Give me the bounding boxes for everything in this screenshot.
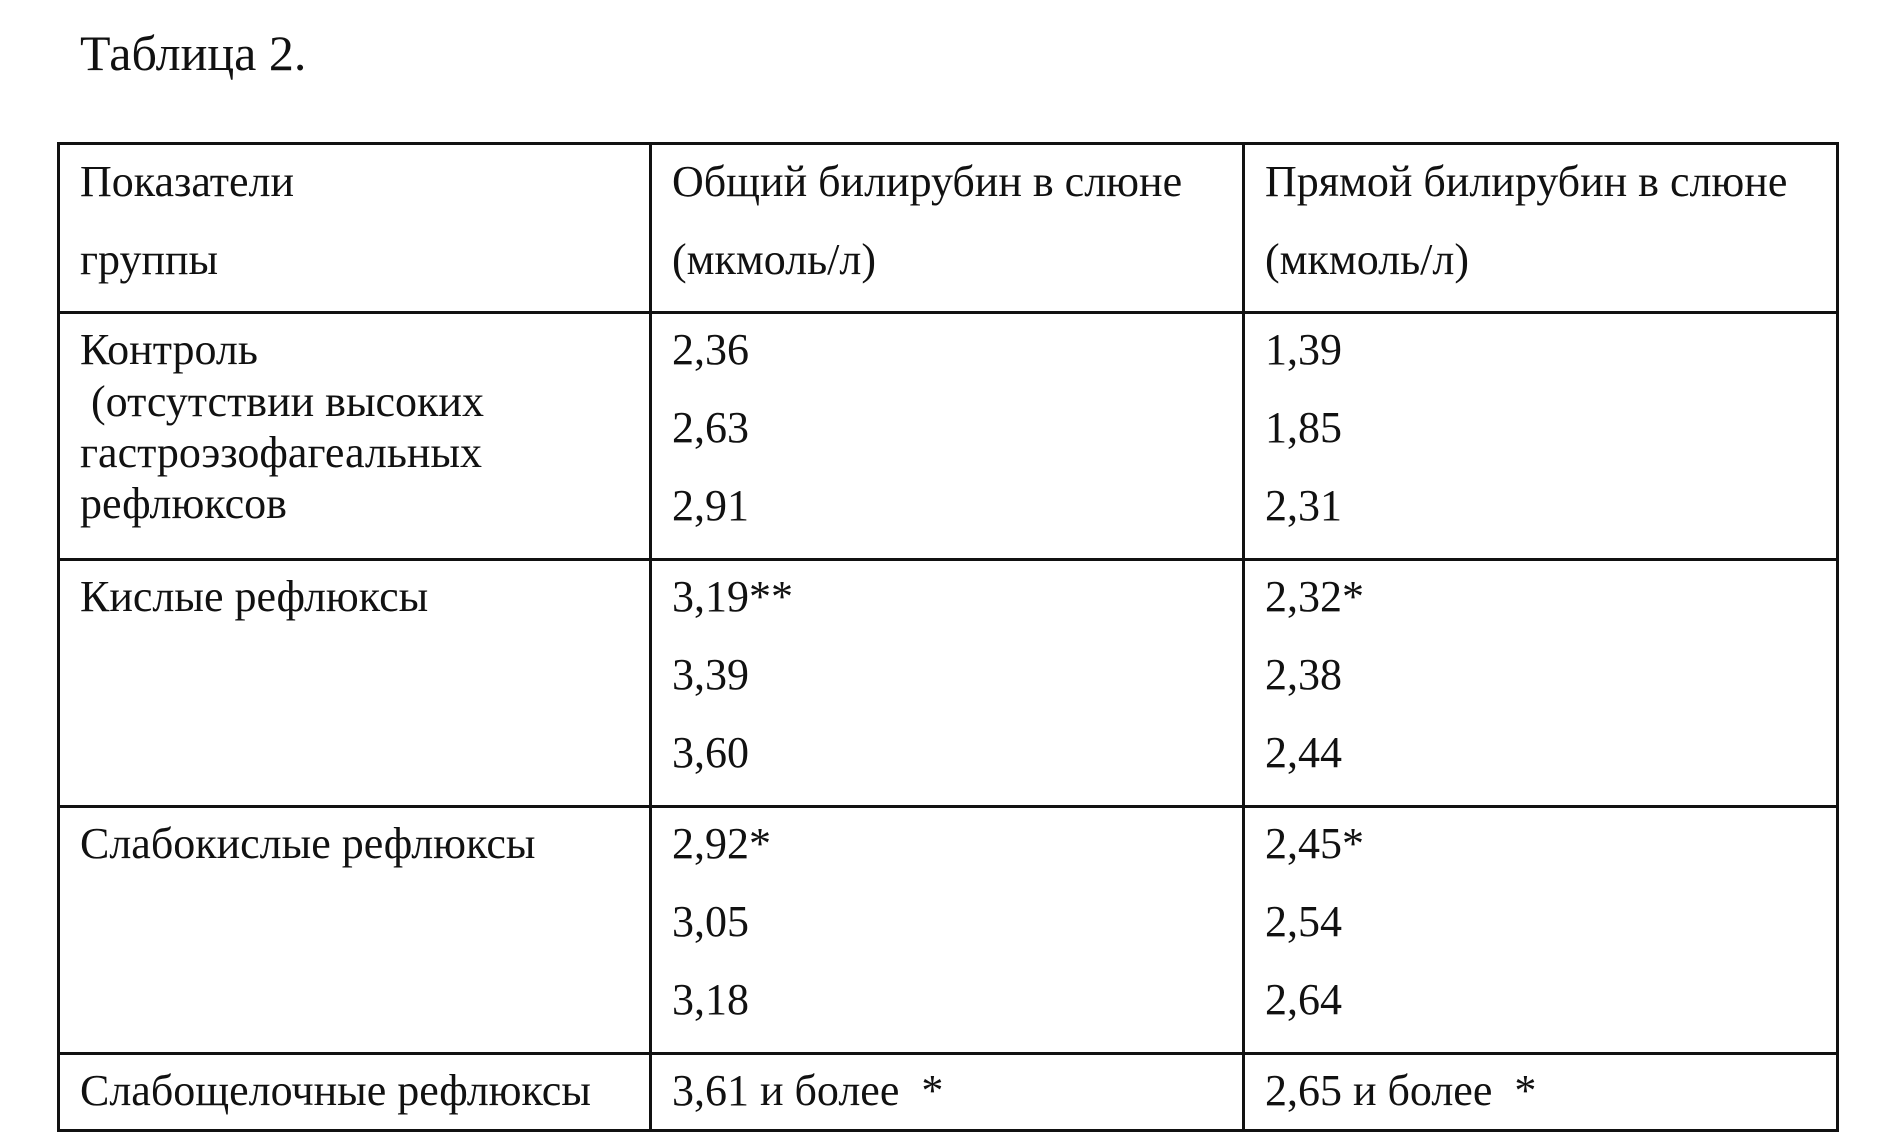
value: 3,19** (672, 572, 793, 621)
value: 2,92* (672, 819, 771, 868)
header-cell-groups (59, 144, 651, 313)
header-text: Прямой билирубин в слюне (1265, 157, 1788, 206)
direct-bilirubin-cell (1244, 1054, 1838, 1131)
value: 1,85 (1265, 403, 1342, 452)
table-row-weak-alkaline-reflux (59, 1054, 1838, 1131)
document-title: Таблица 2. (80, 25, 307, 81)
data-table (57, 142, 1836, 1115)
value: 2,91 (672, 481, 749, 530)
value: 2,31 (1265, 481, 1342, 530)
value: 3,60 (672, 728, 749, 777)
group-cell (59, 560, 651, 807)
value: 2,64 (1265, 975, 1342, 1024)
value: 2,44 (1265, 728, 1342, 777)
value: 2,36 (672, 325, 749, 374)
value: 2,54 (1265, 897, 1342, 946)
group-label: Слабокислые рефлюксы (80, 819, 536, 868)
value: 1,39 (1265, 325, 1342, 374)
value: 3,61 и более * (672, 1066, 944, 1115)
group-label: рефлюксов (80, 479, 287, 528)
table-row-control (59, 313, 1838, 560)
value: 3,18 (672, 975, 749, 1024)
direct-bilirubin-cell (1244, 560, 1838, 807)
value: 2,32* (1265, 572, 1364, 621)
header-text: (мкмоль/л) (1265, 235, 1469, 284)
header-text: Показатели (80, 157, 295, 206)
value: 2,38 (1265, 650, 1342, 699)
group-label: Контроль (80, 325, 258, 374)
header-text: Общий билирубин в слюне (672, 157, 1183, 206)
table-row-acid-reflux (59, 560, 1838, 807)
value: 2,63 (672, 403, 749, 452)
value: 3,39 (672, 650, 749, 699)
total-bilirubin-cell (651, 313, 1244, 560)
group-cell (59, 313, 651, 560)
group-cell (59, 807, 651, 1054)
direct-bilirubin-cell (1244, 313, 1838, 560)
group-label: (отсутствии высоких (80, 377, 484, 426)
header-text: (мкмоль/л) (672, 235, 876, 284)
table-header-row (59, 144, 1838, 313)
total-bilirubin-cell (651, 807, 1244, 1054)
group-label: Кислые рефлюксы (80, 572, 429, 621)
table-row-weak-acid-reflux (59, 807, 1838, 1054)
group-cell (59, 1054, 651, 1131)
header-cell-direct-bilirubin (1244, 144, 1838, 313)
header-cell-total-bilirubin (651, 144, 1244, 313)
total-bilirubin-cell (651, 560, 1244, 807)
value: 2,65 и более * (1265, 1066, 1537, 1115)
group-label: гастроэзофагеальных (80, 428, 483, 477)
total-bilirubin-cell (651, 1054, 1244, 1131)
header-text: группы (80, 235, 219, 284)
value: 2,45* (1265, 819, 1364, 868)
group-label: Слабощелочные рефлюксы (80, 1066, 591, 1115)
value: 3,05 (672, 897, 749, 946)
direct-bilirubin-cell (1244, 807, 1838, 1054)
